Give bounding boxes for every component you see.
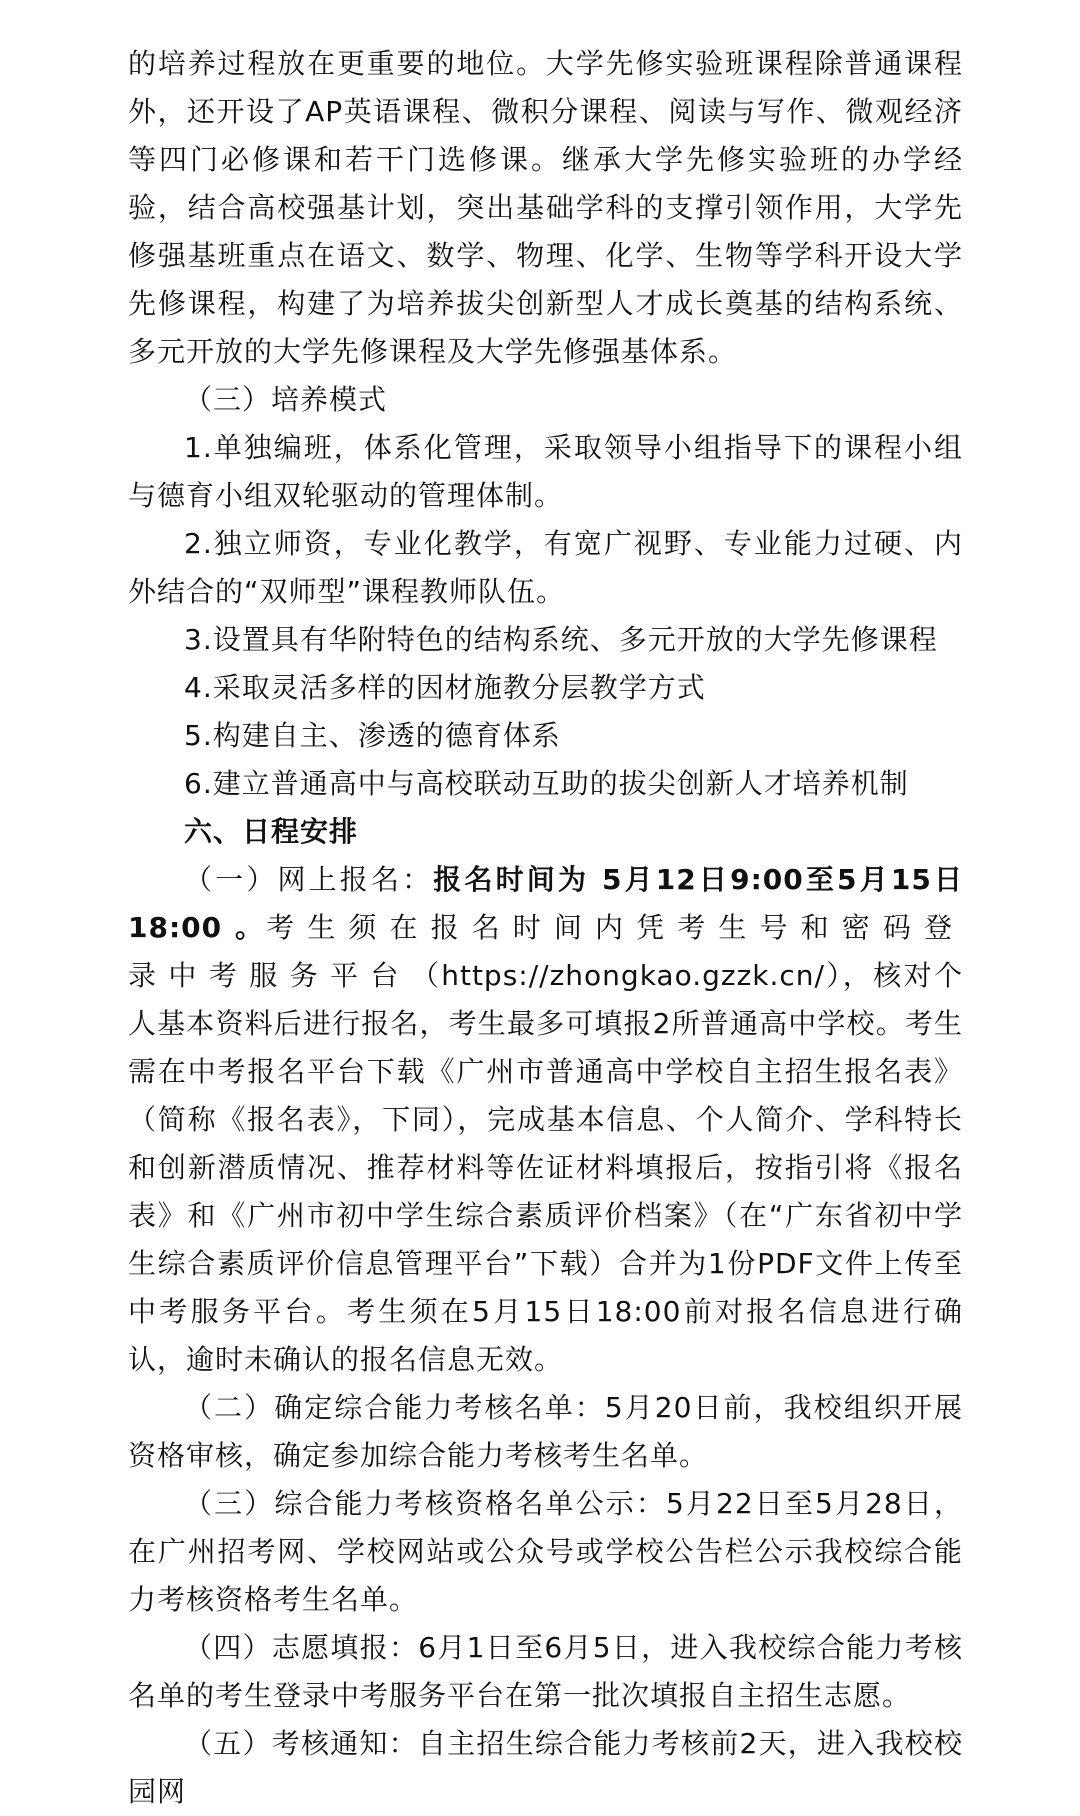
mode-item-1: 1.单独编班，体系化管理，采取领导小组指导下的课程小组与德育小组双轮驱动的管理体制。 [128,431,963,512]
registration-time-bold: 报名时间为 5月12日9:00至5月15日18:00 。 [128,863,963,944]
registration-tail: 考生须在报名时间内凭考生号和密码登录中考服务平台 [128,911,963,992]
document-body [128,40,963,1816]
mode-item-4: 4.采取灵活多样的因材施教分层教学方式 [184,671,706,704]
schedule-online-registration [128,856,963,1384]
schedule-item-2: （二）确定综合能力考核名单：5月20日前，我校组织开展资格审核，确定参加综合能力考核考生名单。 [128,1391,963,1472]
schedule-item-3: （三）综合能力考核资格名单公示：5月22日至5月28日，在广州招考网、学校网站或公众号或学校公告栏公示我校综合能力考核资格考生名单。 [128,1487,963,1616]
section-heading-schedule: 六、日程安排 [184,815,359,848]
schedule-item-4: （四）志愿填报：6月1日至6月5日，进入我校综合能力考核名单的考生登录中考服务平台在第一批次填报自主招生志愿。 [128,1631,963,1712]
mode-item-6: 6.建立普通高中与高校联动互助的拔尖创新人才培养机制 [184,767,909,800]
mode-item-3: 3.设置具有华附特色的结构系统、多元开放的大学先修课程 [184,623,938,656]
mode-item-2: 2.独立师资，专业化教学，有宽广视野、专业能力过硬、内外结合的“双师型”课程教师队伍。 [128,527,963,608]
paragraph-training-continuation: 的培养过程放在更重要的地位。大学先修实验班课程除普通课程外，还开设了AP英语课程、微积分课程、阅读与写作、微观经济等四门必修课和若干门选修课。继承大学先修实验班的办学经验，结合高校强基计划，突出基础学科的支撑引领作用，大学先修强基班重点在语文、数学、物理、化学、生物等学科开设大学先修课程，构建了为培养拔尖创新型人才成长奠基的结构系统、多元开放的大学先修课程及大学先修强基体系。 [128,47,963,368]
registration-rest: （https://zhongkao.gzzk.cn/），核对个人基本资料后进行报名，考生最多可填报2所普通高中学校。考生需在中考报名平台下载《广州市普通高中学校自主招生报名表》（简称《报名表》，下同），完成基本信息、个人简介、学科特长和创新潜质情况、推荐材料等佐证材料填报后，按指引将《报名表》和《广州市初中学生综合素质评价档案》（在“广东省初中学生综合素质评价信息管理平台”下载）合并为1份PDF文件上传至中考服务平台。考生须在5月15日18:00前对报名信息进行确认，逾时未确认的报名信息无效。 [128,959,963,1376]
schedule-item-5: （五）考核通知：自主招生综合能力考核前2天，进入我校校园网 [128,1727,963,1808]
registration-lead: （一）网上报名： [184,863,434,896]
scan-glare-patch [962,700,1080,782]
mode-item-5: 5.构建自主、渗透的德育体系 [184,719,561,752]
subheading-training-mode: （三）培养模式 [184,383,388,416]
